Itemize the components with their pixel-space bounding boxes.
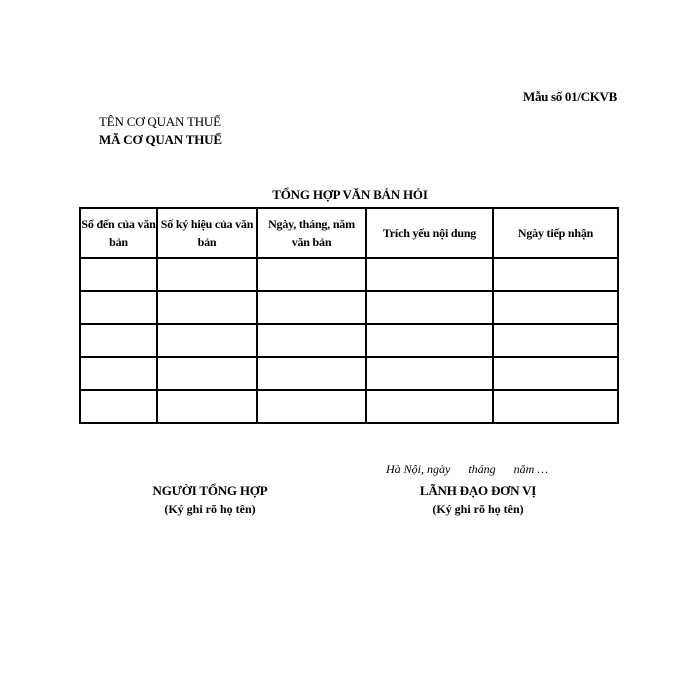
table-cell [80, 324, 157, 357]
header-received-date: Ngày tiếp nhận [493, 208, 618, 258]
agency-block [99, 113, 222, 149]
table-cell [157, 357, 257, 390]
form-code: Mẫu số 01/CKVB [522, 89, 617, 104]
table-cell [80, 390, 157, 423]
table-cell [366, 258, 493, 291]
table-cell [366, 324, 493, 357]
table-row [80, 291, 618, 324]
compiler-role-label: NGƯỜI TỔNG HỢP [152, 483, 268, 498]
table-cell [257, 291, 366, 324]
signature-block-compiler [110, 481, 310, 519]
compiler-signature-note: (Ký ghi rõ họ tên) [164, 502, 256, 516]
table-cell [157, 291, 257, 324]
header-content-summary: Trích yếu nội dung [366, 208, 493, 258]
table-cell [493, 291, 618, 324]
document-title: TỔNG HỢP VĂN BẢN HỎI [272, 187, 428, 202]
signature-block-leader [378, 481, 578, 519]
table-cell [157, 390, 257, 423]
header-incoming-number: Số đến của văn bản [80, 208, 157, 258]
agency-code-label: MÃ CƠ QUAN THUẾ [99, 132, 222, 147]
table-cell [80, 357, 157, 390]
leader-role-label: LÃNH ĐẠO ĐƠN VỊ [419, 483, 537, 498]
table-cell [493, 324, 618, 357]
table-cell [366, 390, 493, 423]
table-header-row [80, 208, 618, 258]
table-cell [366, 291, 493, 324]
table-cell [257, 357, 366, 390]
header-document-date: Ngày, tháng, năm văn bản [257, 208, 366, 258]
table-cell [366, 357, 493, 390]
summary-table [79, 207, 619, 424]
table-cell [257, 390, 366, 423]
place-date-line: Hà Nội, ngày tháng năm … [386, 462, 548, 476]
table-cell [80, 291, 157, 324]
table-cell [493, 258, 618, 291]
table-cell [257, 324, 366, 357]
table-cell [157, 258, 257, 291]
table-row [80, 390, 618, 423]
header-reference-number: Số ký hiệu của văn bản [157, 208, 257, 258]
table-cell [257, 258, 366, 291]
table-cell [80, 258, 157, 291]
table-cell [493, 390, 618, 423]
agency-name-label: TÊN CƠ QUAN THUẾ [99, 114, 221, 129]
table-row [80, 324, 618, 357]
table-cell [493, 357, 618, 390]
table-row [80, 357, 618, 390]
table-cell [157, 324, 257, 357]
leader-signature-note: (Ký ghi rõ họ tên) [432, 502, 524, 516]
table-row [80, 258, 618, 291]
